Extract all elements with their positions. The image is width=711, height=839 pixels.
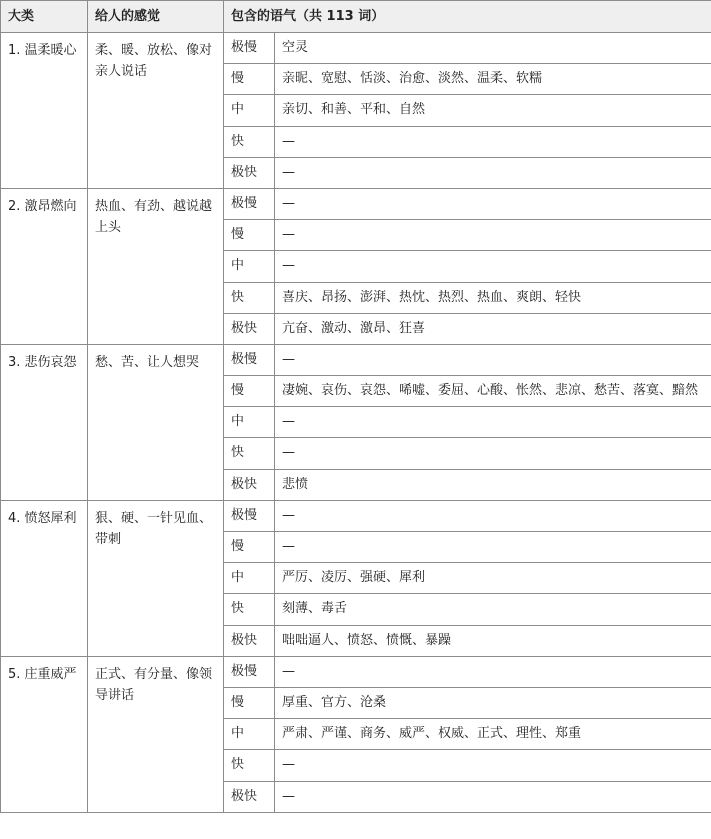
category-name: 3. 悲伤哀怨 xyxy=(1,344,88,500)
tone-words-cell: 亢奋、激动、激昂、狂喜 xyxy=(275,313,711,344)
table-row xyxy=(1,344,711,375)
table-row xyxy=(1,188,711,219)
tone-words-cell: — xyxy=(275,500,711,531)
header-tones: 包含的语气（共 113 词） xyxy=(224,1,711,33)
category-name: 4. 愤怒犀利 xyxy=(1,500,88,656)
table-row xyxy=(1,656,711,687)
category-feel: 热血、有劲、越说越上头 xyxy=(88,188,224,344)
table-row xyxy=(1,33,711,64)
category-feel: 柔、暖、放松、像对亲人说话 xyxy=(88,33,224,189)
speed-cell: 极慢 xyxy=(224,344,275,375)
speed-cell: 极快 xyxy=(224,781,275,812)
tone-words-cell: — xyxy=(275,532,711,563)
tone-words-cell: 喜庆、昂扬、澎湃、热忱、热烈、热血、爽朗、轻快 xyxy=(275,282,711,313)
speed-cell: 快 xyxy=(224,438,275,469)
tone-words-cell: — xyxy=(275,438,711,469)
category-name: 5. 庄重威严 xyxy=(1,656,88,812)
tone-words-cell: 亲切、和善、平和、自然 xyxy=(275,95,711,126)
tone-words-cell: 悲愤 xyxy=(275,469,711,500)
speed-cell: 慢 xyxy=(224,64,275,95)
speed-cell: 慢 xyxy=(224,687,275,718)
tone-words-cell: 严肃、严谨、商务、威严、权威、正式、理性、郑重 xyxy=(275,719,711,750)
speed-cell: 快 xyxy=(224,594,275,625)
tone-words-cell: — xyxy=(275,220,711,251)
tone-words-cell: — xyxy=(275,251,711,282)
speed-cell: 中 xyxy=(224,95,275,126)
speed-cell: 中 xyxy=(224,407,275,438)
tone-words-cell: 亲昵、宽慰、恬淡、治愈、淡然、温柔、软糯 xyxy=(275,64,711,95)
speed-cell: 极慢 xyxy=(224,33,275,64)
speed-cell: 快 xyxy=(224,282,275,313)
tone-words-cell: 咄咄逼人、愤怒、愤慨、暴躁 xyxy=(275,625,711,656)
speed-cell: 极快 xyxy=(224,469,275,500)
speed-cell: 极快 xyxy=(224,625,275,656)
tone-words-cell: — xyxy=(275,407,711,438)
category-name: 1. 温柔暖心 xyxy=(1,33,88,189)
category-feel: 正式、有分量、像领导讲话 xyxy=(88,656,224,812)
speed-cell: 慢 xyxy=(224,220,275,251)
tone-words-cell: — xyxy=(275,656,711,687)
speed-cell: 中 xyxy=(224,563,275,594)
tone-words-cell: — xyxy=(275,344,711,375)
category-feel: 狠、硬、一针见血、带刺 xyxy=(88,500,224,656)
speed-cell: 极慢 xyxy=(224,656,275,687)
tone-words-cell: 空灵 xyxy=(275,33,711,64)
tone-words-cell: 厚重、官方、沧桑 xyxy=(275,687,711,718)
table-row xyxy=(1,500,711,531)
tone-words-cell: 严厉、凌厉、强硬、犀利 xyxy=(275,563,711,594)
category-feel: 愁、苦、让人想哭 xyxy=(88,344,224,500)
header-feel: 给人的感觉 xyxy=(88,1,224,33)
speed-cell: 极快 xyxy=(224,313,275,344)
category-name: 2. 激昂燃向 xyxy=(1,188,88,344)
tone-words-cell: 刻薄、毒舌 xyxy=(275,594,711,625)
tone-words-cell: — xyxy=(275,781,711,812)
speed-cell: 中 xyxy=(224,251,275,282)
speed-cell: 极慢 xyxy=(224,188,275,219)
tone-words-cell: — xyxy=(275,750,711,781)
speed-cell: 极快 xyxy=(224,157,275,188)
speed-cell: 快 xyxy=(224,126,275,157)
tone-words-cell: — xyxy=(275,157,711,188)
speed-cell: 中 xyxy=(224,719,275,750)
tone-words-cell: 凄婉、哀伤、哀怨、唏嘘、委屈、心酸、怅然、悲凉、愁苦、落寞、黯然 xyxy=(275,376,711,407)
header-category: 大类 xyxy=(1,1,88,33)
tone-words-cell: — xyxy=(275,188,711,219)
speed-cell: 慢 xyxy=(224,532,275,563)
speed-cell: 极慢 xyxy=(224,500,275,531)
tone-words-cell: — xyxy=(275,126,711,157)
speed-cell: 快 xyxy=(224,750,275,781)
header-row xyxy=(1,1,711,33)
speed-cell: 慢 xyxy=(224,376,275,407)
